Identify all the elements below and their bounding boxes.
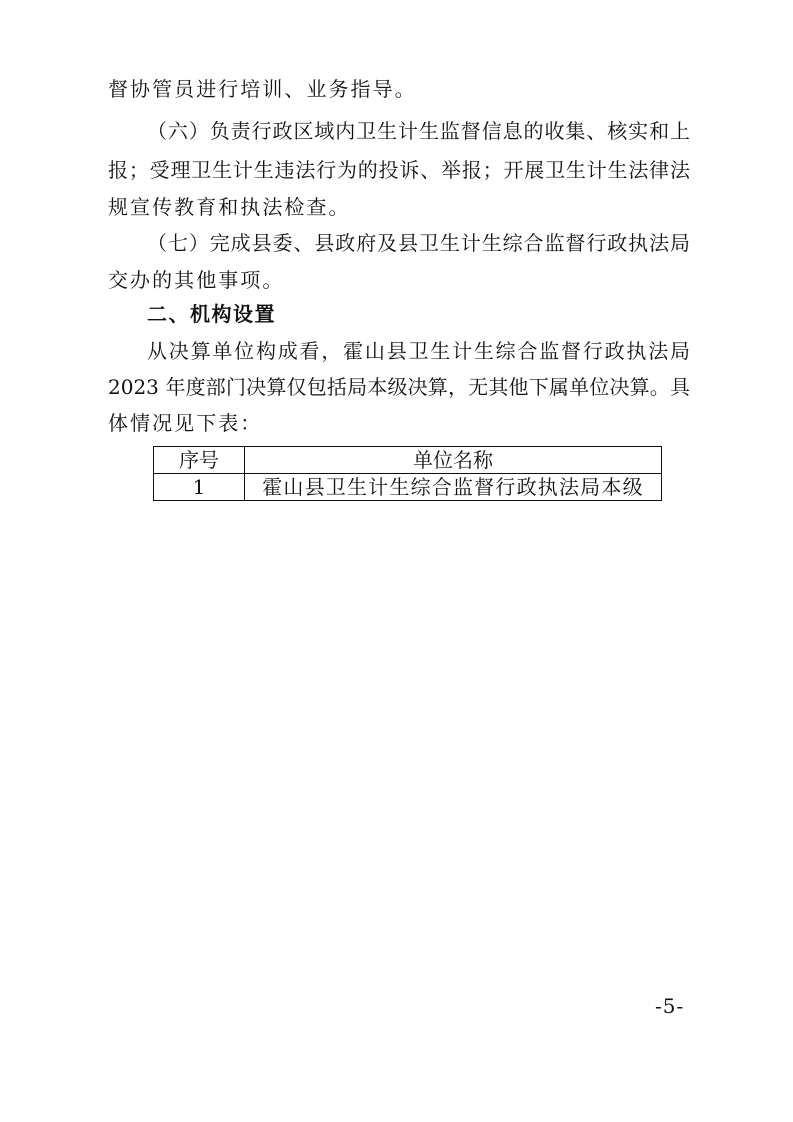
section-paragraph-line: 从决算单位构成看，霍山县卫生计生综合监督行政执法局 [147,339,690,363]
item-6-line: 报；受理卫生计生违法行为的投诉、举报；开展卫生计生法律法 [108,158,690,182]
item-7-line: （七）完成县委、县政府及县卫生计生综合监督行政执法局 [147,231,690,255]
table-header-unit-name: 单位名称 [245,447,662,474]
table-cell-seq: 1 [154,474,245,501]
item-7-line: 交办的其他事项。 [108,268,285,292]
page-number: -5- [655,994,685,1018]
table-row [154,474,662,501]
table-header-seq: 序号 [154,447,245,474]
table-header-row [154,447,662,474]
item-6-line: （六）负责行政区域内卫生计生监督信息的收集、核实和上 [147,119,690,143]
table-cell-unit-name: 霍山县卫生计生综合监督行政执法局本级 [245,474,662,501]
paragraph-line: 督协管员进行培训、业务指导。 [108,77,417,101]
section-paragraph-line: 2023 年度部门决算仅包括局本级决算，无其他下属单位决算。具 [108,375,690,399]
section-paragraph-line: 体情况见下表： [108,411,263,435]
section-heading: 二、机构设置 [147,302,276,326]
unit-table [153,446,662,501]
item-6-line: 规宣传教育和执法检查。 [108,195,351,219]
